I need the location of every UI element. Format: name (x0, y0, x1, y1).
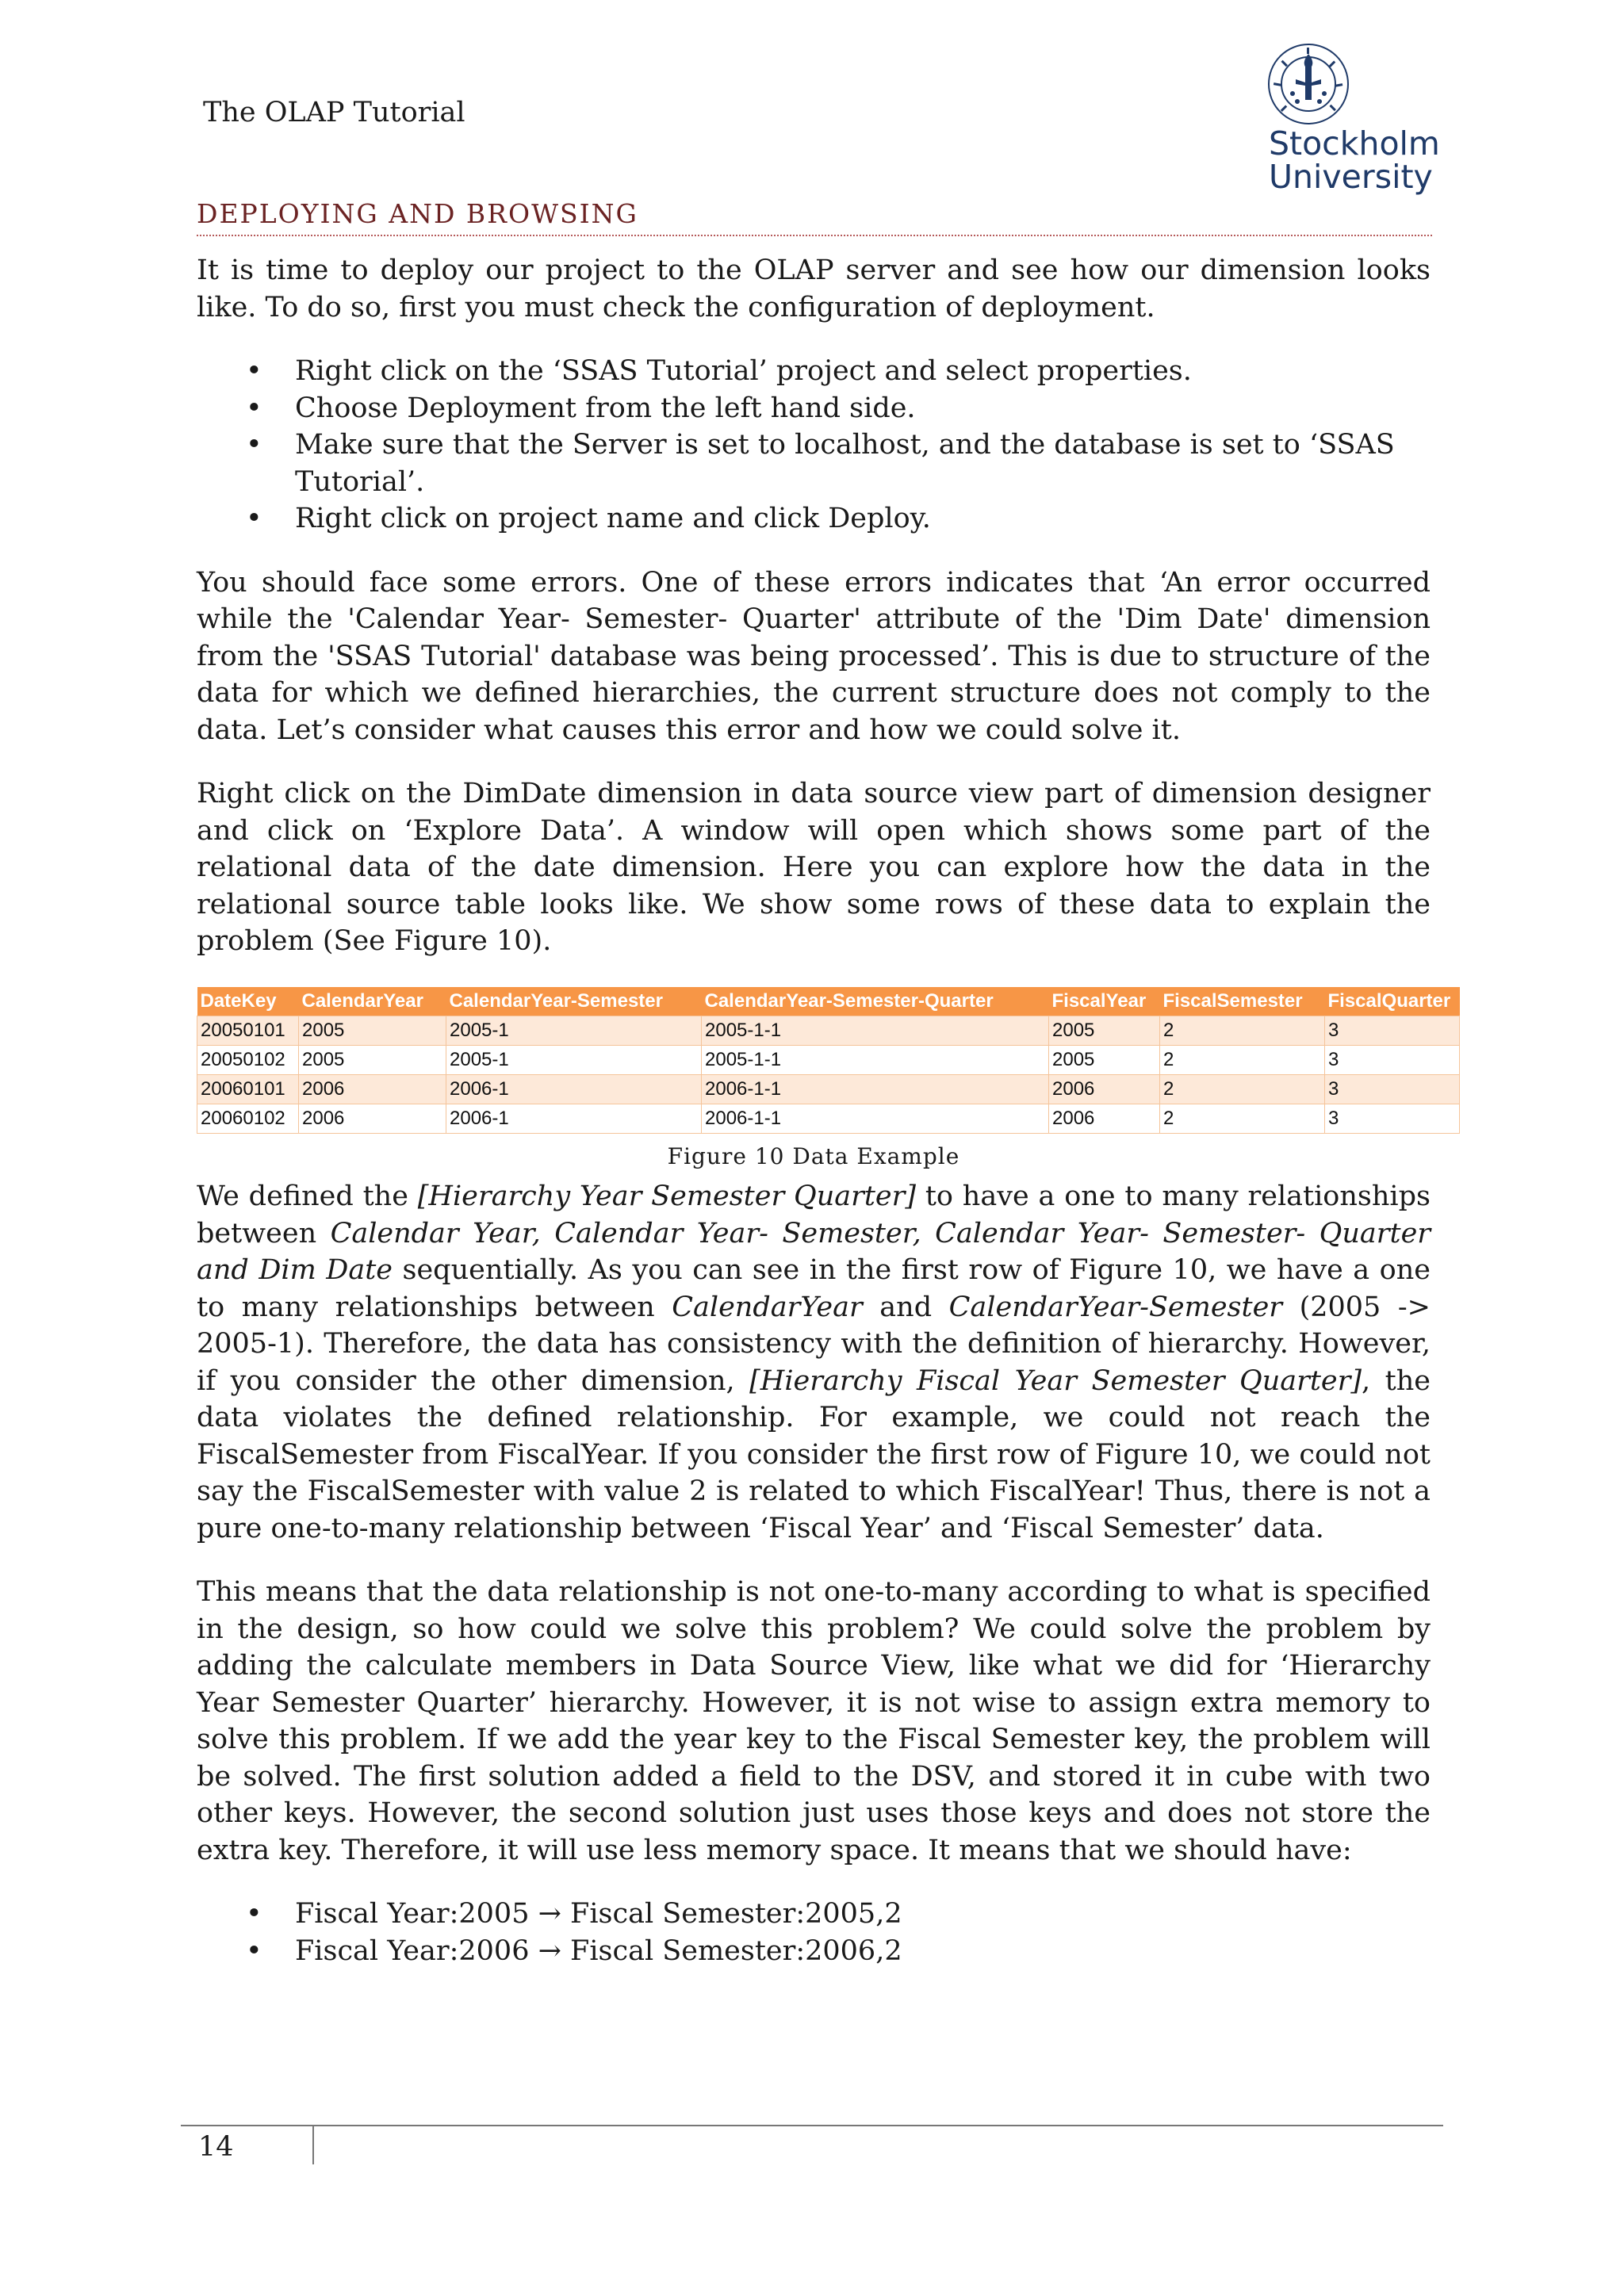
paragraph-solution: This means that the data relationship is not one-to-many according to what is specified in the design, so how could we solve this problem? We could solve the problem by adding the calculate members in Data Source View, like what we did for ‘Hierarchy Year Semester Quarter’ hierarchy. However, it is not wise to assign extra memory to solve this problem. If we add the year key to the Fiscal Semester key, the problem will be solved. The first solution added a field to the DSV, and stored it in cube with two other keys. However, the second solution just uses those keys and does not store the extra key. Therefore, it will use less memory space. It means that we should have: (197, 1576, 1431, 1866)
section-divider (197, 235, 1432, 236)
logo-line-1: Stockholm (1269, 124, 1440, 163)
deployment-steps-list (197, 353, 1431, 538)
column-header: CalendarYear-Semester-Quarter (702, 987, 1049, 1016)
table-cell: 2006-1-1 (702, 1104, 1049, 1133)
table-cell: 2006 (1049, 1104, 1160, 1133)
table-cell: 2005-1 (446, 1016, 702, 1045)
list-item: • Make sure that the Server is set to localhost, and the database is set to ‘SSAS Tutorial’. (295, 427, 1431, 500)
table-cell: 3 (1325, 1016, 1460, 1045)
paragraph-hierarchy (197, 1178, 1431, 1547)
table-cell: 3 (1325, 1104, 1460, 1133)
table-cell: 2005-1 (446, 1045, 702, 1074)
table-row (197, 1016, 1460, 1045)
italic-run: [Hierarchy Fiscal Year Semester Quarter] (749, 1364, 1362, 1397)
table-row (197, 1074, 1460, 1104)
list-item: • Right click on the ‘SSAS Tutorial’ project and select properties. (295, 353, 1431, 390)
table-row (197, 1104, 1460, 1133)
university-seal-icon (1261, 38, 1435, 125)
table-cell: 2 (1160, 1016, 1325, 1045)
table-cell: 2006-1-1 (702, 1074, 1049, 1104)
list-item: • Fiscal Year:2006 → Fiscal Semester:2006,2 (295, 1933, 1431, 1970)
table-cell: 2005-1-1 (702, 1045, 1049, 1074)
document-body (197, 252, 1451, 1996)
column-header: DateKey (197, 987, 299, 1016)
logo-wordmark (1269, 124, 1440, 196)
column-header: FiscalQuarter (1325, 987, 1460, 1016)
footer-divider (181, 2125, 1443, 2126)
column-header: CalendarYear (299, 987, 446, 1016)
table-cell: 3 (1325, 1045, 1460, 1074)
table-cell: 2005 (1049, 1016, 1160, 1045)
figure-caption: Figure 10 Data Example (667, 1142, 960, 1169)
table-cell: 2 (1160, 1074, 1325, 1104)
stockholm-university-logo (1261, 38, 1440, 197)
text-run: (2005 -> 2005-1). Therefore, the data has consistency with the definition of hierarchy. However, if you consider the other dimension, (197, 1291, 1431, 1397)
table-cell: 2005 (299, 1016, 446, 1045)
list-item: • Choose Deployment from the left hand side. (295, 390, 1431, 427)
table-cell: 2006-1 (446, 1104, 702, 1133)
list-item: • Right click on project name and click Deploy. (295, 500, 1431, 538)
logo-line-2: University (1269, 158, 1433, 196)
text-run: , the data violates the defined relationship. For example, we could not reach the FiscalSemester from FiscalYear. If you consider the first row of Figure 10, we could not say the FiscalSemester with value 2 is related to which FiscalYear! Thus, there is not a pure one-to-many relationship between ‘Fiscal Year’ and ‘Fiscal Semester’ data. (197, 1364, 1431, 1544)
table-cell: 20060102 (197, 1104, 299, 1133)
text-run: and (862, 1291, 949, 1323)
table-cell: 2006 (299, 1074, 446, 1104)
footer-separator (312, 2126, 314, 2164)
table-cell: 2006 (1049, 1074, 1160, 1104)
table-cell: 2 (1160, 1045, 1325, 1074)
paragraph-errors: You should face some errors. One of these errors indicates that ‘An error occurred while the 'Calendar Year- Semester- Quarter' attribute of the 'Dim Date' dimension from the 'SSAS Tutorial' database was being processed’. This is due to structure of the data for which we defined hierarchies, the current structure does not comply to the data. Let’s consider what causes this error and how we could solve it. (197, 566, 1431, 746)
table-cell: 2 (1160, 1104, 1325, 1133)
table-cell: 2005 (1049, 1045, 1160, 1074)
document-header-title: The OLAP Tutorial (203, 97, 465, 128)
column-header: FiscalYear (1049, 987, 1160, 1016)
table-cell: 20060101 (197, 1074, 299, 1104)
column-header: FiscalSemester (1160, 987, 1325, 1016)
text-run: We defined the (197, 1181, 418, 1212)
table-row (197, 1045, 1460, 1074)
column-header: CalendarYear-Semester (446, 987, 702, 1016)
data-example-table (197, 987, 1460, 1134)
table-cell: 20050102 (197, 1045, 299, 1074)
figure-10 (197, 987, 1459, 1176)
table-cell: 2005-1-1 (702, 1016, 1049, 1045)
italic-run: [Hierarchy Year Semester Quarter] (417, 1181, 917, 1212)
italic-run: Calendar Year, Calendar Year- Semester, Calendar Year- Semester- Quarter and Dim Date (197, 1217, 1431, 1286)
italic-run: CalendarYear-Semester (948, 1291, 1283, 1323)
table-cell: 3 (1325, 1074, 1460, 1104)
italic-run: CalendarYear (672, 1291, 863, 1323)
list-item: • Fiscal Year:2005 → Fiscal Semester:2005,2 (295, 1896, 1431, 1933)
paragraph-intro: It is time to deploy our project to the OLAP server and see how our dimension looks like. To do so, first you must check the configuration of deployment. (197, 254, 1431, 323)
table-cell: 2005 (299, 1045, 446, 1074)
page-number: 14 (198, 2131, 234, 2163)
section-heading: DEPLOYING AND BROWSING (197, 198, 638, 229)
text-run: sequentially. As you can see in the first row of Figure 10, we have a one to many relationships between (197, 1254, 1431, 1323)
table-cell: 2006 (299, 1104, 446, 1133)
table-cell: 2006-1 (446, 1074, 702, 1104)
fiscal-mapping-list (197, 1896, 1431, 1969)
text-run: to have a one to many relationships between (197, 1181, 1431, 1249)
table-cell: 20050101 (197, 1016, 299, 1045)
paragraph-explore-data: Right click on the DimDate dimension in data source view part of dimension designer and click on ‘Explore Data’. A window will open which shows some part of the relational data of the date dimension. Here you can explore how the data in the relational source table looks like. We show some rows of these data to explain the problem (See Figure 10). (197, 778, 1431, 957)
table-header-row (197, 987, 1460, 1016)
